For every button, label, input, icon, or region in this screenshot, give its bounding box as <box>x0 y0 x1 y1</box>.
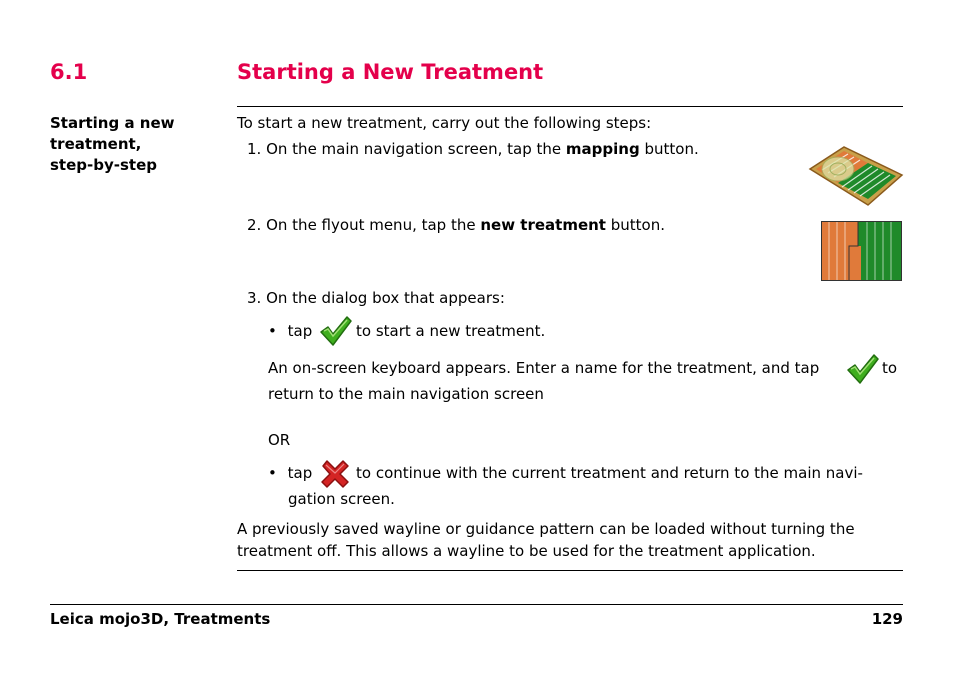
step-text: On the flyout menu, tap the new treatment button. <box>266 216 665 234</box>
step-number: 1. <box>247 140 262 158</box>
keyboard-text-line2: return to the main navigation screen <box>268 385 544 403</box>
section-title: Starting a New Treatment <box>237 60 544 84</box>
bullet-continue-text: to continue with the current treatment and return to the main navi- <box>356 464 863 482</box>
section-number: 6.1 <box>50 60 88 84</box>
bullet-dot: • <box>268 322 277 340</box>
or-text: OR <box>268 431 291 449</box>
mapping-icon <box>808 143 904 209</box>
closing-line: A previously saved wayline or guidance pattern can be loaded without turning the <box>237 520 855 538</box>
sidebar-heading-line: Starting a new <box>50 114 175 132</box>
footer-title: Leica mojo3D, Treatments <box>50 610 271 628</box>
step-3 <box>247 287 505 309</box>
step-number: 2. <box>247 216 262 234</box>
footer-rule <box>50 604 903 605</box>
step-text: On the main navigation screen, tap the mapping button. <box>266 140 699 158</box>
keyboard-text: An on-screen keyboard appears. Enter a name for the treatment, and tap <box>268 359 820 377</box>
intro-text: To start a new treatment, carry out the following steps: <box>237 114 652 132</box>
green-check-icon <box>318 315 352 347</box>
bullet-start-new: • tap <box>268 322 313 340</box>
bottom-rule <box>237 570 903 571</box>
top-rule <box>237 106 903 107</box>
bullet-start-new-text: to start a new treatment. <box>356 322 546 340</box>
green-check-icon <box>845 353 879 385</box>
step-1 <box>247 138 699 160</box>
page-number: 129 <box>871 610 903 628</box>
keyboard-text-to: to <box>882 359 898 377</box>
sidebar-heading <box>50 113 200 176</box>
step-number: 3. <box>247 289 262 307</box>
red-x-icon <box>319 458 351 489</box>
new-treatment-icon <box>821 221 902 281</box>
sidebar-heading-line: treatment, <box>50 135 142 153</box>
sidebar-heading-line: step-by-step <box>50 156 157 174</box>
bullet-continue-text-line2: gation screen. <box>288 490 395 508</box>
bullet-continue: • tap <box>268 464 313 482</box>
step-2 <box>247 214 665 236</box>
closing-line: treatment off. This allows a wayline to be used for the treatment application. <box>237 542 816 560</box>
step-text: On the dialog box that appears: <box>266 289 505 307</box>
bullet-dot: • <box>268 464 277 482</box>
